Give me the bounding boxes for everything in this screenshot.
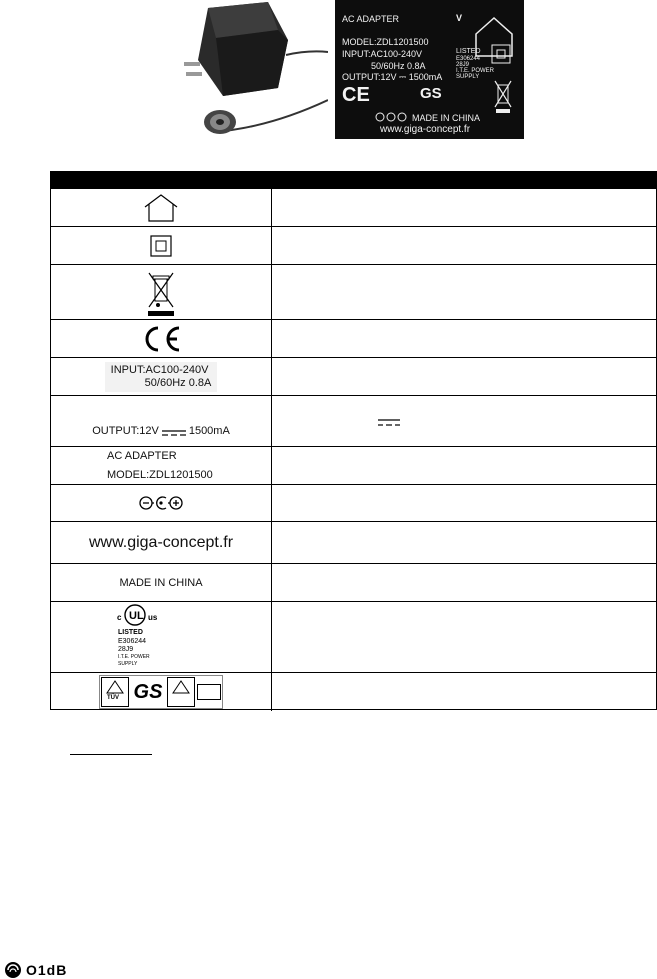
table-row-ce	[51, 320, 656, 358]
made-in-text: MADE IN CHINA	[119, 576, 203, 589]
symbol-cell	[51, 358, 272, 395]
description-cell	[272, 358, 656, 395]
input-rating-line2: 50/60Hz 0.8A	[144, 376, 212, 389]
adapter-label-photo	[335, 0, 524, 139]
tuv-triangle-icon	[106, 680, 124, 694]
underline-rule	[70, 754, 152, 755]
symbol-cell	[51, 522, 272, 563]
table-row-output	[51, 396, 656, 447]
house-icon	[141, 193, 181, 223]
polarity-icon	[375, 112, 407, 122]
polarity-icon	[139, 495, 183, 511]
symbol-cell	[51, 673, 272, 711]
certificate-box	[197, 684, 221, 700]
table-row-model	[51, 447, 656, 485]
description-cell	[272, 673, 656, 711]
table-row-url	[51, 522, 656, 564]
tuv-text: TÜV	[107, 695, 119, 701]
table-row-origin	[51, 564, 656, 602]
description-cell	[272, 564, 656, 601]
table-row-weee	[51, 265, 656, 320]
description-cell	[272, 265, 656, 319]
symbols-table	[50, 171, 657, 710]
adapter-photo	[178, 0, 328, 142]
label-made-in: MADE IN CHINA	[412, 113, 481, 123]
double-insulation-icon	[150, 235, 172, 257]
ul-listed-text: LISTED	[118, 629, 143, 636]
description-cell	[272, 320, 656, 357]
double-insulation-icon	[491, 44, 511, 64]
tuv-badge	[167, 677, 195, 707]
description-cell	[272, 227, 656, 264]
ce-mark-icon	[139, 324, 183, 354]
symbol-cell	[51, 447, 272, 484]
description-cell	[272, 396, 656, 446]
ul-c-text: c	[117, 613, 122, 622]
ul-control-number: 28J9	[118, 646, 134, 653]
brand-logo-text: O1dB	[26, 962, 68, 978]
ul-file-number: E306244	[118, 638, 147, 645]
label-line-input: INPUT:AC100-240V	[342, 49, 423, 59]
input-rating-line1: INPUT:AC100-240V	[110, 363, 209, 376]
symbol-cell	[51, 602, 272, 672]
symbol-cell	[51, 485, 272, 521]
label-line-frequency: 50/60Hz 0.8A	[371, 61, 426, 71]
tuv-triangle-icon	[172, 680, 190, 694]
ul-category-line1: I.T.E. POWER	[118, 654, 150, 660]
dc-symbol-icon	[377, 419, 401, 427]
label-url: www.giga-concept.fr	[380, 124, 471, 135]
symbol-cell	[51, 227, 272, 264]
label-gs-mark: GS	[420, 85, 442, 102]
swirl-logo-icon	[4, 961, 22, 979]
adapter-label-text: AC ADAPTER	[107, 449, 177, 462]
v-mark: V	[456, 13, 463, 23]
description-cell	[272, 485, 656, 521]
output-rating-voltage: OUTPUT:12V	[92, 425, 159, 437]
label-line-output: OUTPUT:12V ⎓ 1500mA	[342, 72, 443, 82]
weee-bin-icon	[491, 75, 515, 115]
table-row-polarity	[51, 485, 656, 522]
dc-symbol-icon	[161, 428, 187, 438]
label-line-model: MODEL:ZDL1201500	[342, 37, 429, 47]
table-row-indoor	[51, 189, 656, 227]
description-cell	[272, 447, 656, 484]
label-listed: LISTED	[456, 48, 481, 55]
description-cell	[272, 522, 656, 563]
symbol-cell	[51, 320, 272, 357]
symbol-cell	[51, 396, 272, 446]
table-header-bar	[51, 172, 656, 189]
label-ul-details: E306244 28J9 I.T.E. POWER SUPPLY	[456, 56, 495, 80]
gs-mark	[131, 677, 165, 707]
symbol-cell	[51, 564, 272, 601]
brand-url-text: www.giga-concept.fr	[88, 533, 234, 551]
output-rating-current: 1500mA	[188, 425, 230, 437]
label-ce-mark: CE	[342, 84, 370, 106]
ul-category-line2: SUPPLY	[118, 661, 138, 667]
description-cell	[272, 189, 656, 226]
table-row-double-insulation	[51, 227, 656, 265]
gs-text: GS	[133, 680, 163, 703]
ul-listed-icon	[124, 604, 146, 626]
symbol-cell	[51, 189, 272, 226]
ul-us-text: us	[148, 613, 158, 622]
table-row-input	[51, 358, 656, 396]
label-line-adapter: AC ADAPTER	[342, 14, 400, 24]
table-row-tuv-gs	[51, 673, 656, 711]
model-label-text: MODEL:ZDL1201500	[107, 468, 213, 481]
brand-logo	[4, 961, 67, 979]
symbol-cell	[51, 265, 272, 319]
description-cell	[272, 602, 656, 672]
table-row-ul	[51, 602, 656, 673]
svg-text:UL: UL	[129, 610, 144, 622]
tuv-badge	[101, 677, 129, 707]
weee-bin-icon	[145, 267, 177, 317]
